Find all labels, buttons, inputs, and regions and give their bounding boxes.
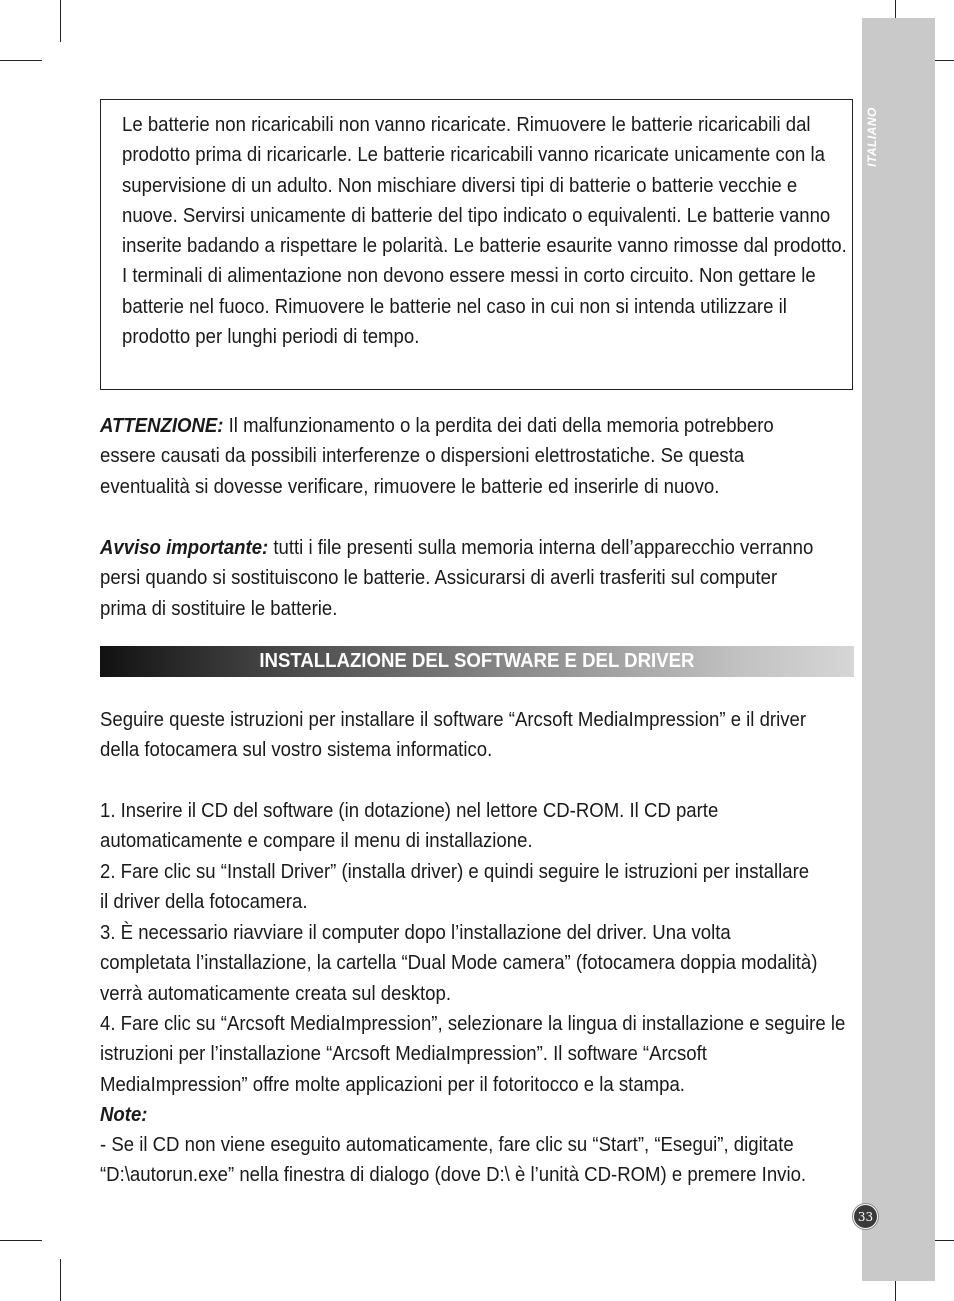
crop-mark [0, 1240, 42, 1241]
crop-mark [60, 0, 61, 42]
battery-warning-text: Le batterie non ricaricabili non vanno ricaricate. Rimuovere le batterie ricaricabili dal prodotto prima di ricaricarle. Le batterie ricaricabili vanno ricaricate unicamente con la supervisione di un adulto. Non mischiare diversi tipi di batterie o batterie vecchie e nuove. Servirsi unicamente di batterie del tipo indicato o equivalenti. Le batterie vanno inserite badando a rispettare le polarità. Le batterie esaurite vanno rimosse dal prodotto. I terminali di alimentazione non devono essere messi in corto circuito. Non gettare le batterie nel fuoco. Rimuovere le batterie nel caso in cui non si intenda utilizzare il prodotto per lunghi periodi di tempo. [122, 114, 847, 349]
install-step-2: 2. Fare clic su “Install Driver” (installa driver) e quindi seguire le istruzioni per installare il driver della fotocamera. [100, 861, 810, 914]
install-step-4: 4. Fare clic su “Arcsoft MediaImpression”, selezionare la lingua di installazione e seguire le istruzioni per l’installazione “Arcsoft MediaImpression”. Il software “Arcsoft MediaImpression” offre molte applicazioni per il fotoritocco e la stampa. [100, 1013, 846, 1096]
section-header [100, 646, 854, 677]
important-notice-label: Avviso importante: [100, 537, 269, 559]
crop-mark [0, 60, 42, 61]
note-label: Note: [100, 1104, 148, 1126]
important-notice-text: tutti i file presenti sulla memoria interna dell’apparecchio verranno persi quando si sostituiscono le batterie. Assicurarsi di averli trasferiti sul computer prima di sostituire le batterie. [100, 537, 814, 620]
attention-paragraph [100, 411, 818, 502]
intro-paragraph: Seguire queste istruzioni per installare il software “Arcsoft MediaImpression” e il driver della fotocamera sul vostro sistema informatico. [100, 709, 807, 762]
page-number-badge: 33 [853, 1204, 878, 1229]
language-sidebar [862, 18, 935, 1281]
crop-mark [60, 1259, 61, 1301]
important-notice-paragraph [100, 533, 818, 624]
attention-label: ATTENZIONE: [100, 415, 224, 437]
install-step-3: 3. È necessario riavviare il computer dopo l’installazione del driver. Una volta completata l’installazione, la cartella “Dual Mode camera” (fotocamera doppia modalità) verrà automaticamente creata sul desktop. [100, 922, 818, 1005]
install-step-1: 1. Inserire il CD del software (in dotazione) nel lettore CD-ROM. Il CD parte automaticamente e compare il menu di installazione. [100, 800, 719, 853]
attention-text: Il malfunzionamento o la perdita dei dati della memoria potrebbero essere causati da possibili interferenze o dispersioni elettrostatiche. Se questa eventualità si dovesse verificare, rimuovere le batterie ed inserirle di nuovo. [100, 415, 774, 498]
language-tab [862, 92, 882, 182]
language-label: ITALIANO [865, 107, 879, 167]
note-text: - Se il CD non viene eseguito automaticamente, fare clic su “Start”, “Esegui”, digitate “D:\autorun.exe” nella finestra di dialogo (dove D:\ è l’unità CD-ROM) e premere Invio. [100, 1134, 807, 1187]
section-title: INSTALLAZIONE DEL SOFTWARE E DEL DRIVER [259, 650, 695, 672]
battery-warning-box [100, 99, 853, 390]
note-heading [100, 1100, 818, 1130]
